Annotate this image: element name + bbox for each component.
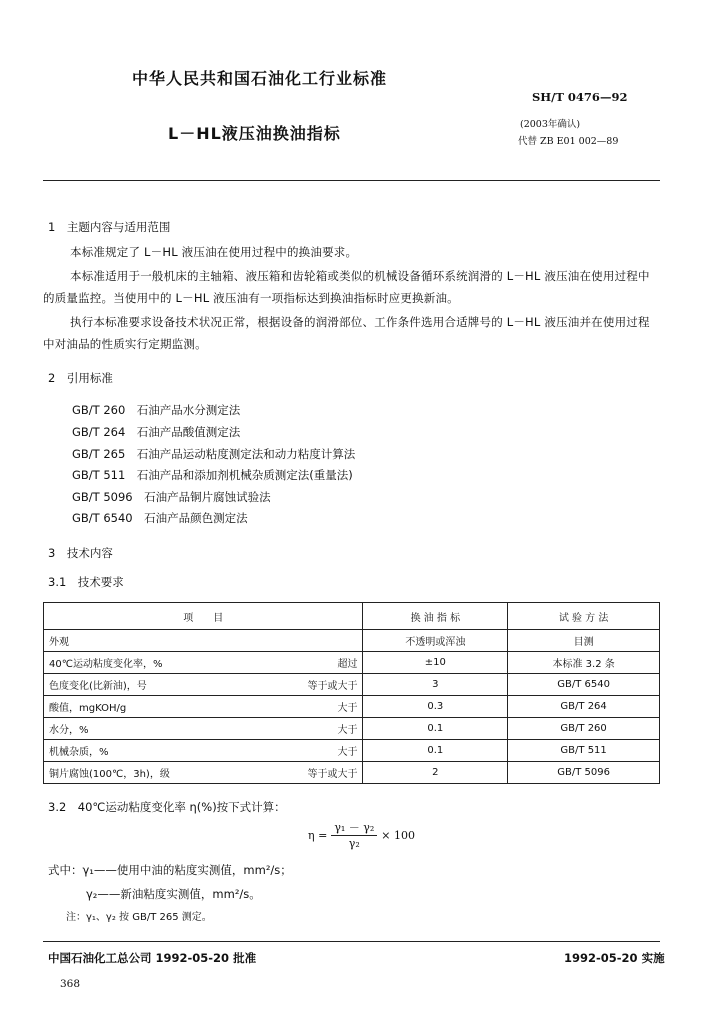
- item-name: 色度变化(比新油)，号: [49, 681, 147, 692]
- item-name: 水分，%: [49, 725, 89, 736]
- item-condition: 大于: [337, 703, 358, 714]
- method-cell: 本标准 3.2 条: [508, 652, 660, 674]
- section-1-paragraph-3: 执行本标准要求设备技术状况正常，根据设备的润滑部位、工作条件选用合适牌号的 L－HL 液压油并在使用过程中对油品的性质实行定期监测。: [43, 315, 650, 351]
- replacement-note: 代替 ZB E01 002—89: [518, 136, 619, 147]
- table-row: [44, 718, 660, 740]
- subsection-3-1-heading: 3.1 技术要求: [48, 575, 124, 589]
- table-row: [44, 740, 660, 762]
- approval-line: 中国石油化工总公司 1992-05-20 批准: [48, 951, 257, 965]
- item-name: 铜片腐蚀(100℃，3h)，级: [49, 769, 170, 780]
- limit-cell: 2: [363, 762, 508, 784]
- reference-item: GB/T 260 石油产品水分测定法: [72, 403, 241, 417]
- limit-cell: 0.1: [363, 718, 508, 740]
- issuing-authority: 中华人民共和国石油化工行业标准: [132, 69, 388, 88]
- item-condition: 等于或大于: [307, 769, 358, 780]
- item-cell: [44, 630, 363, 652]
- item-cell: [44, 652, 363, 674]
- item-condition: 大于: [337, 747, 358, 758]
- item-condition: 大于: [337, 725, 358, 736]
- item-cell: [44, 696, 363, 718]
- document-title: L－HL液压油换油指标: [168, 124, 341, 143]
- limit-cell: 3: [363, 674, 508, 696]
- method-cell: 目测: [508, 630, 660, 652]
- footer-rule: [43, 941, 660, 942]
- limit-cell: 不透明或浑浊: [363, 630, 508, 652]
- formula-denominator: γ₂: [348, 837, 360, 850]
- item-cell: [44, 740, 363, 762]
- viscosity-formula: [308, 820, 415, 851]
- page-number: 368: [60, 978, 81, 990]
- column-header-limit: 换 油 指 标: [363, 603, 508, 630]
- section-3-heading: 3 技术内容: [48, 546, 113, 560]
- item-name: 外观: [49, 637, 69, 648]
- formula-where-1: 式中：γ₁——使用中油的粘度实测值，mm²/s；: [48, 863, 292, 877]
- reference-item: GB/T 6540 石油产品颜色测定法: [72, 511, 248, 525]
- limit-cell: ±10: [363, 652, 508, 674]
- formula-where-2: γ₂——新油粘度实测值，mm²/s。: [86, 887, 261, 901]
- table-row: [44, 630, 660, 652]
- table-row: [44, 674, 660, 696]
- table-note: 注：γ₁、γ₂ 按 GB/T 265 测定。: [66, 912, 212, 923]
- item-name: 机械杂质，%: [49, 747, 109, 758]
- section-1-paragraph-2: 本标准适用于一般机床的主轴箱、液压箱和齿轮箱或类似的机械设备循环系统润滑的 L－HL 液压油在使用过程中的质量监控。当使用中的 L－HL 液压油有一项指标达到换油指标时应更换新油。: [43, 269, 650, 305]
- table-row: [44, 762, 660, 784]
- table-row: [44, 652, 660, 674]
- formula-lhs: η =: [308, 829, 328, 842]
- column-header-method: 试 验 方 法: [508, 603, 660, 630]
- technical-requirements-table: [43, 602, 660, 784]
- formula-fraction: [331, 820, 377, 851]
- item-cell: [44, 718, 363, 740]
- column-header-item: 项 目: [44, 603, 363, 630]
- item-cell: [44, 762, 363, 784]
- table-header-row: [44, 603, 660, 630]
- item-condition: 等于或大于: [307, 681, 358, 692]
- item-condition: 超过: [337, 659, 358, 670]
- reference-item: GB/T 264 石油产品酸值测定法: [72, 425, 241, 439]
- subsection-3-2-heading: 3.2 40℃运动粘度变化率 η(%)按下式计算：: [48, 800, 286, 814]
- item-name: 酸值，mgKOH/g: [49, 703, 127, 714]
- section-1-heading: 1 主题内容与适用范围: [48, 220, 171, 234]
- reference-item: GB/T 511 石油产品和添加剂机械杂质测定法(重量法): [72, 468, 353, 482]
- reference-item: GB/T 5096 石油产品铜片腐蚀试验法: [72, 490, 271, 504]
- method-cell: GB/T 6540: [508, 674, 660, 696]
- standard-code: SH/T 0476—92: [532, 90, 628, 104]
- header-rule: [43, 180, 660, 181]
- method-cell: GB/T 511: [508, 740, 660, 762]
- limit-cell: 0.1: [363, 740, 508, 762]
- formula-rhs: × 100: [381, 829, 415, 842]
- formula-numerator: γ₁ － γ₂: [331, 820, 377, 836]
- section-1-paragraph-1: 本标准规定了 L－HL 液压油在使用过程中的换油要求。: [70, 245, 358, 259]
- item-cell: [44, 674, 363, 696]
- method-cell: GB/T 260: [508, 718, 660, 740]
- implementation-date: 1992-05-20 实施: [564, 951, 665, 965]
- method-cell: GB/T 264: [508, 696, 660, 718]
- section-2-heading: 2 引用标准: [48, 371, 113, 385]
- reference-item: GB/T 265 石油产品运动粘度测定法和动力粘度计算法: [72, 447, 356, 461]
- confirmation-note: (2003年确认): [520, 119, 581, 130]
- table-row: [44, 696, 660, 718]
- limit-cell: 0.3: [363, 696, 508, 718]
- method-cell: GB/T 5096: [508, 762, 660, 784]
- item-name: 40℃运动粘度变化率，%: [49, 659, 163, 670]
